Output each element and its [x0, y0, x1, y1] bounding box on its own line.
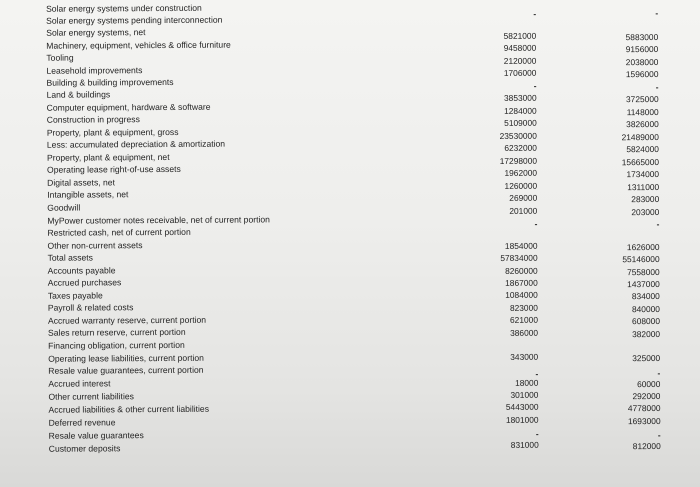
row-label: Other non-current assets: [47, 240, 143, 251]
row-label: Accrued warranty reserve, current portion: [47, 314, 207, 326]
row-label: Payroll & related costs: [47, 302, 134, 313]
value-col-1: 6232000: [504, 142, 537, 153]
value-col-2: 1596000: [625, 68, 659, 80]
value-col-1: 18000: [515, 377, 539, 388]
row-label: Tooling: [46, 52, 74, 63]
row-label: Property, plant & equipment, gross: [46, 126, 179, 138]
value-col-2: 840000: [631, 303, 660, 315]
value-col-1: 1706000: [503, 67, 537, 78]
value-col-1: 9458000: [503, 42, 537, 53]
value-col-2: 5883000: [625, 31, 659, 43]
row-label: Deferred revenue: [48, 417, 116, 428]
value-col-2: -: [657, 367, 661, 378]
row-label: Other current liabilities: [48, 391, 134, 402]
row-label: Intangible assets, net: [47, 189, 129, 200]
value-col-1: 201000: [509, 205, 538, 216]
row-label: Property, plant & equipment, net: [46, 151, 170, 163]
value-col-1: 5443000: [505, 401, 539, 412]
value-col-2: 60000: [637, 378, 661, 390]
value-col-2: 382000: [632, 328, 661, 340]
value-col-2: 21489000: [621, 131, 659, 143]
row-label: Accrued interest: [48, 378, 111, 389]
value-col-2: 292000: [632, 390, 661, 402]
value-col-1: 823000: [509, 302, 538, 313]
row-label: Machinery, equipment, vehicles & office furniture: [46, 39, 231, 51]
value-col-1: 1801000: [505, 414, 539, 425]
row-label: Customer deposits: [48, 443, 121, 454]
value-col-1: 301000: [510, 389, 539, 400]
value-col-2: 3826000: [626, 118, 659, 130]
row-label: Sales return reserve, current portion: [48, 326, 186, 338]
value-col-2: -: [655, 81, 659, 92]
value-col-1: 1854000: [504, 240, 538, 251]
row-label: Financing obligation, current portion: [48, 339, 185, 351]
value-col-1: 386000: [510, 327, 539, 338]
value-col-2: 1693000: [627, 415, 661, 427]
value-col-1: 269000: [509, 192, 538, 203]
row-label: Solar energy systems, net: [46, 27, 146, 38]
value-col-2: 15665000: [621, 156, 660, 168]
value-col-2: 203000: [631, 206, 660, 218]
value-col-1: -: [535, 428, 539, 439]
value-col-2: 834000: [631, 290, 660, 302]
value-col-2: 9156000: [625, 43, 659, 55]
value-col-1: -: [534, 218, 538, 229]
value-col-1: 5109000: [504, 117, 537, 128]
row-label: Accounts payable: [47, 265, 116, 276]
value-col-1: 23530000: [499, 130, 537, 141]
row-label: Solar energy systems under construction: [46, 2, 202, 14]
value-col-1: 3853000: [503, 92, 537, 103]
value-col-1: 831000: [510, 439, 539, 450]
row-label: Computer equipment, hardware & software: [46, 101, 211, 113]
value-col-1: 2120000: [503, 55, 537, 66]
value-col-2: 4778000: [627, 402, 661, 414]
row-label: Solar energy systems pending interconnection: [46, 14, 223, 26]
value-col-2: 7558000: [627, 266, 660, 278]
value-col-2: -: [657, 429, 661, 440]
row-label: Resale value guarantees, current portion: [48, 364, 204, 376]
value-col-2: 283000: [631, 193, 660, 205]
row-label: Digital assets, net: [47, 177, 115, 188]
value-col-2: 5824000: [626, 143, 659, 155]
value-col-1: 8260000: [505, 265, 538, 276]
value-col-1: -: [535, 368, 539, 379]
row-label: MyPower customer notes receivable, net of current portion: [47, 214, 270, 226]
value-col-1: 57834000: [500, 252, 538, 263]
row-label: Accrued purchases: [47, 277, 122, 288]
row-label: Less: accumulated depreciation & amortization: [46, 138, 226, 150]
value-col-1: 621000: [509, 314, 538, 325]
value-col-2: 1437000: [627, 278, 660, 290]
value-col-1: -: [533, 8, 537, 19]
value-col-2: 812000: [632, 440, 661, 452]
row-label: Restricted cash, net of current portion: [47, 226, 191, 238]
value-col-2: 2038000: [625, 56, 659, 68]
value-col-2: 608000: [631, 315, 661, 327]
row-label: Accrued liabilities & other current liabilities: [48, 403, 210, 415]
row-label: Leasehold improvements: [46, 65, 143, 76]
value-col-2: 1734000: [626, 168, 660, 180]
value-col-1: 5821000: [503, 30, 537, 41]
row-label: Building & building improvements: [46, 76, 174, 88]
row-label: Operating lease liabilities, current portion: [48, 352, 204, 364]
value-col-1: 1867000: [505, 277, 538, 288]
row-label: Land & buildings: [46, 89, 111, 100]
value-col-2: 325000: [632, 352, 661, 364]
value-col-2: 55146000: [622, 253, 660, 265]
row-label: Total assets: [47, 252, 93, 263]
value-col-2: -: [655, 7, 659, 18]
value-col-2: 1311000: [627, 181, 660, 193]
value-col-1: -: [533, 80, 537, 91]
row-label: Operating lease right-of-use assets: [47, 163, 181, 175]
value-col-1: 1284000: [504, 105, 537, 116]
row-label: Construction in progress: [46, 114, 140, 125]
value-col-1: 343000: [510, 351, 539, 362]
value-col-2: -: [656, 218, 660, 229]
row-label: Goodwill: [47, 202, 81, 213]
value-col-2: 1626000: [626, 241, 660, 253]
value-col-1: 1084000: [505, 289, 538, 300]
row-label: Taxes payable: [47, 290, 103, 301]
value-col-2: 1148000: [626, 106, 659, 118]
row-label: Resale value guarantees: [48, 430, 144, 441]
value-col-1: 17298000: [499, 155, 538, 166]
value-col-2: 3725000: [625, 93, 659, 105]
value-col-1: 1962000: [504, 167, 538, 178]
value-col-1: 1260000: [504, 180, 538, 191]
